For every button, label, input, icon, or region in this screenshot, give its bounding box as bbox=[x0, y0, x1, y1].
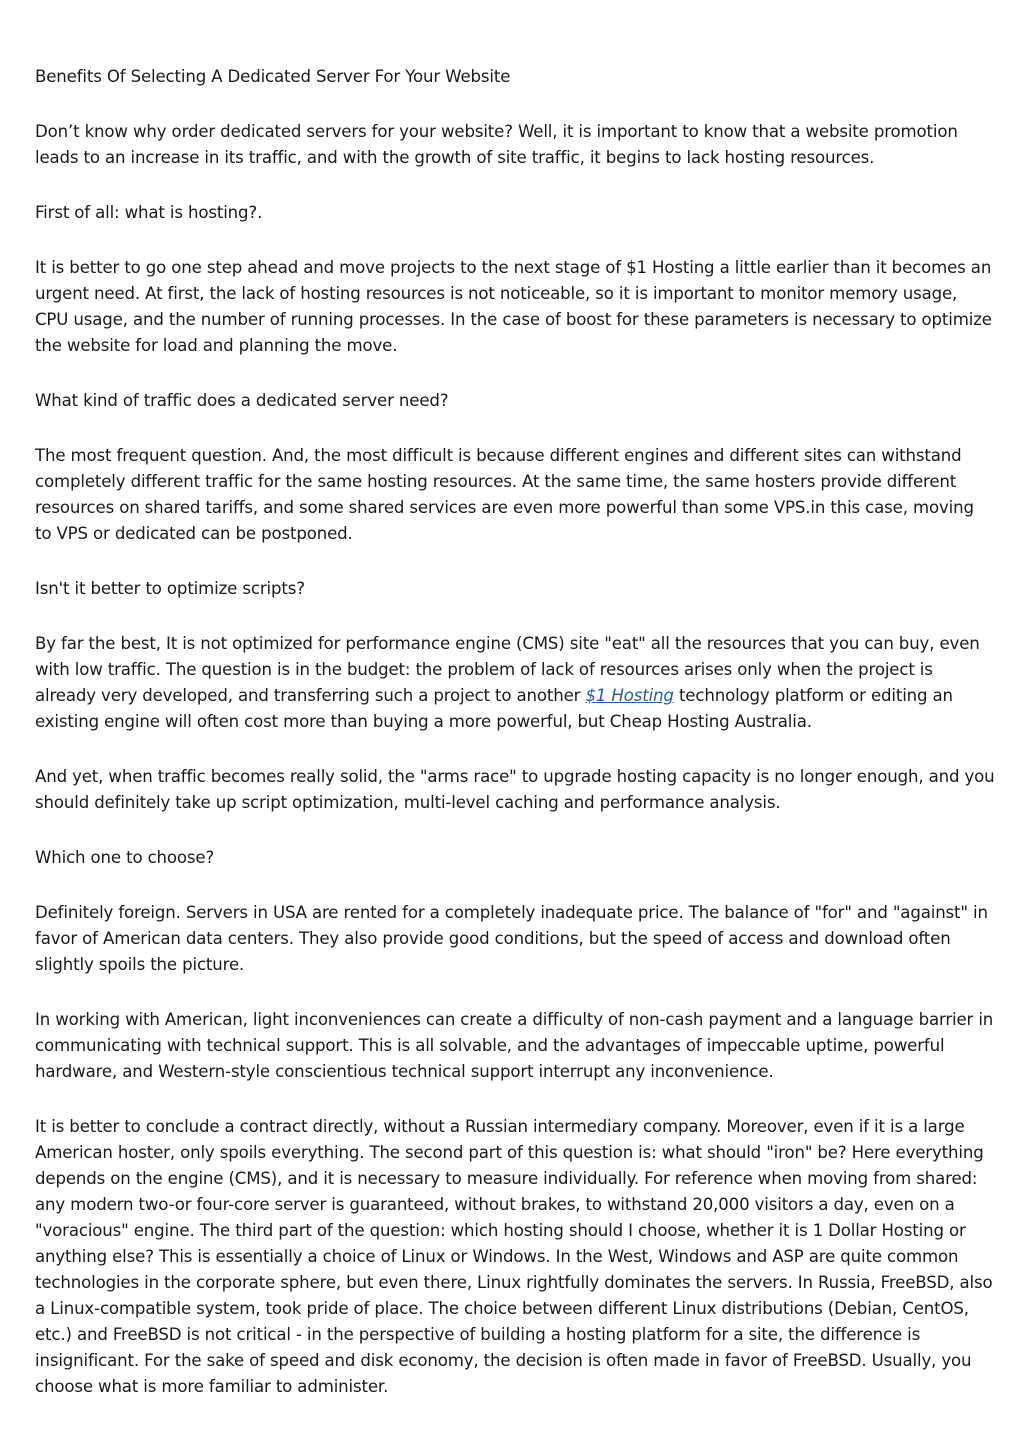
document-page bbox=[35, 64, 995, 1429]
paragraph-foreign: Definitely foreign. Servers in USA are rented for a completely inadequate price. The balance of "for" and "against" in favor of American data centers. They also provide good conditions, but the speed of access and download often slightly spoils the picture. bbox=[35, 903, 988, 974]
paragraph-american: In working with American, light inconveniences can create a difficulty of non-cash payment and a language barrier in communicating with technical support. This is all solvable, and the advantages of impeccable uptime, powerful hardware, and Western-style conscientious technical support interrupt any inconvenience. bbox=[35, 1010, 994, 1081]
hosting-link[interactable]: $1 Hosting bbox=[585, 686, 674, 705]
question-which-one: Which one to choose? bbox=[35, 848, 215, 867]
paragraph-frequent-question: The most frequent question. And, the most difficult is because different engines and different sites can withstand completely different traffic for the same hosting resources. At the same time, the same hosters provide different resources on shared tariffs, and some shared services are even more powerful than some VPS.in this case, moving to VPS or dedicated can be postponed. bbox=[35, 446, 974, 543]
question-traffic: What kind of traffic does a dedicated server need? bbox=[35, 391, 449, 410]
question-optimize-scripts: Isn't it better to optimize scripts? bbox=[35, 579, 305, 598]
paragraph-move-projects: It is better to go one step ahead and move projects to the next stage of $1 Hosting a little earlier than it becomes an urgent need. At first, the lack of hosting resources is not noticeable, so it is important to monitor memory usage, CPU usage, and the number of running processes. In the case of boost for these parameters is necessary to optimize the website for load and planning the move. bbox=[35, 258, 992, 355]
paragraph-optimization bbox=[35, 631, 995, 735]
paragraph-intro: Don’t know why order dedicated servers for your website? Well, it is important to know that a website promotion leads to an increase in its traffic, and with the growth of site traffic, it begins to lack hosting resources. bbox=[35, 122, 958, 167]
paragraph-arms-race: And yet, when traffic becomes really solid, the "arms race" to upgrade hosting capacity is no longer enough, and you should definitely take up script optimization, multi-level caching and performance analysis. bbox=[35, 767, 995, 812]
paragraph-contract: It is better to conclude a contract directly, without a Russian intermediary company. Moreover, even if it is a large American hoster, only spoils everything. The second part of this question is: what should "iron" be? Here everything depends on the engine (CMS), and it is necessary to measure individually. For reference when moving from shared: any modern two-or four-core server is guaranteed, without brakes, to withstand 20,000 visitors a day, even on a "voracious" engine. The third part of the question: which hosting should I choose, whether it is 1 Dollar Hosting or anything else? This is essentially a choice of Linux or Windows. In the West, Windows and ASP are quite common technologies in the corporate sphere, but even there, Linux rightfully dominates the servers. In Russia, FreeBSD, also a Linux-compatible system, took pride of place. The choice between different Linux distributions (Debian, CentOS, etc.) and FreeBSD is not critical - in the perspective of building a hosting platform for a site, the difference is insignificant. For the sake of speed and disk economy, the decision is often made in favor of FreeBSD. Usually, you choose what is more familiar to administer. bbox=[35, 1117, 993, 1396]
question-what-is-hosting: First of all: what is hosting?. bbox=[35, 203, 263, 222]
paragraph-optimization-text-1: By far the best, It is not optimized for performance engine (CMS) site "eat" all the resources that you can buy, even with low traffic. The question is in the budget: the problem of lack of resources arises only when the project is already very developed, and transferring such a project to another bbox=[35, 634, 980, 705]
paragraph-optimization-text-2: technology platform or editing an existing engine will often cost more than buying a more powerful, but Cheap Hosting Australia. bbox=[35, 686, 953, 731]
document-title: Benefits Of Selecting A Dedicated Server For Your Website bbox=[35, 67, 511, 86]
